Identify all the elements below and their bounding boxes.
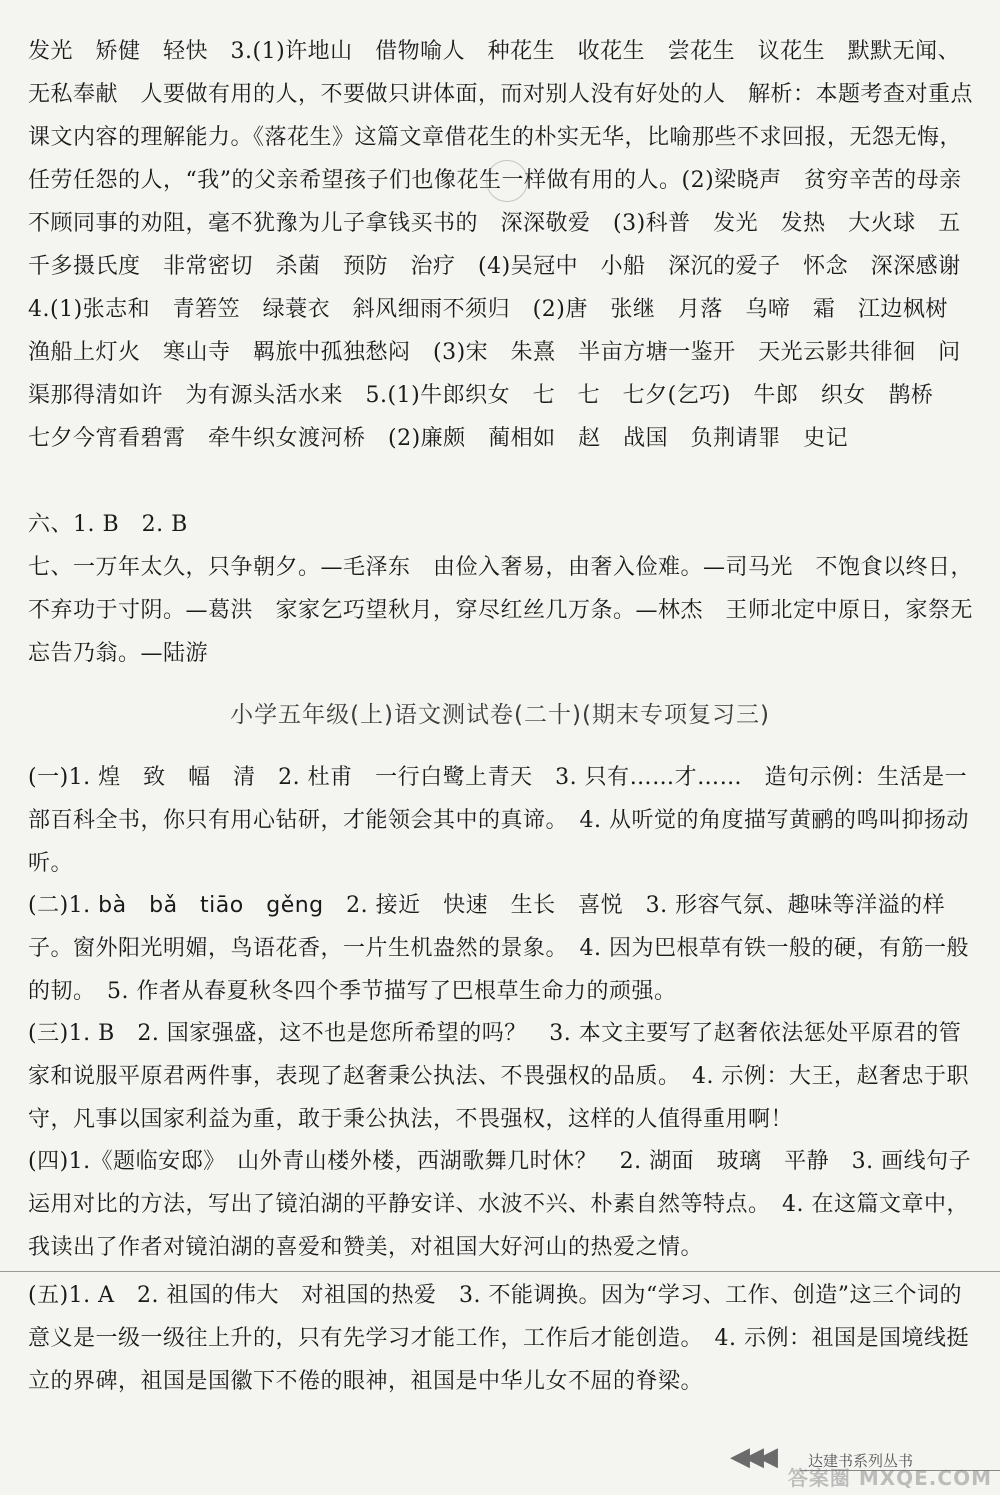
question-6-text: 六、1. B 2. B — [28, 512, 188, 537]
part-3-text: (三)1. B 2. 国家强盛，这不也是您所希望的吗？ 3. 本文主要写了赵奢依法惩处平原君的管家和说服平原君两件事，表现了赵奢秉公执法、不畏强权的品质。 4. 示例：大王，赵奢忠于职守，凡事以国家利益为重，敢于秉公执法，不畏强权，这样的人值得重用啊！ — [28, 1021, 969, 1132]
section-top-paragraph — [28, 30, 984, 460]
divider-line — [0, 1271, 1000, 1272]
section-top-text: 发光 矫健 轻快 3.(1)许地山 借物喻人 种花生 收花生 尝花生 议花生 默默无闻、无私奉献 人要做有用的人，不要做只讲体面，而对别人没有好处的人 解析：本题考查对重点课文内容的理解能力。《落花生》这篇文章借花生的朴实无华，比喻那些不求回报，无怨无悔，任劳任怨的人，“我”的父亲希望孩子们也像花生一样做有用的人。(2)梁晓声 贫穷辛苦的母亲不顾同事的劝阻，毫不犹豫为儿子拿钱买书的 深深敬爱 (3)科普 发光 发热 大火球 五千多摄氏度 非常密切 杀菌 预防 治疗 (4)吴冠中 小船 深沉的爱子 怀念 深深感谢 4.(1)张志和 青箬笠 绿蓑衣 斜风细雨不须归 (2)唐 张继 月落 乌啼 霜 江边枫树 渔船上灯火 寒山寺 羁旅中孤独愁闷 (3)宋 朱熹 半亩方塘一鉴开 天光云影共徘徊 问渠那得清如许 为有源头活水来 5.(1)牛郎织女 七 七 七夕(乞巧) 牛郎 织女 鹊桥 七夕今宵看碧霄 牵牛织女渡河桥 (2)廉颇 蔺相如 赵 战国 负荆请罪 史记 — [28, 39, 984, 451]
series-brand: 达建书系列丛书 — [808, 1452, 914, 1470]
question-7-text: 七、一万年太久，只争朝夕。—毛泽东 由俭入奢易，由奢入俭难。—司马光 不饱食以终日，不弃功于寸阴。—葛洪 家家乞巧望秋月，穿尽红丝几万条。—林杰 王师北定中原日，家祭无忘告乃翁。—陆游 — [28, 555, 974, 666]
question-6 — [28, 503, 973, 546]
part-2 — [28, 884, 973, 1013]
test-paper-title: 小学五年级(上)语文测试卷(二十)(期末专项复习三) — [230, 702, 770, 728]
watermark: 答案圈 MXQE.COM — [787, 1466, 992, 1490]
part-1-text: (一)1. 煌 致 幅 清 2. 杜甫 一行白鹭上青天 3. 只有……才…… 造句示例：生活是一部百科全书，你只有用心钻研，才能领会其中的真谛。 4. 从听觉的角度描写黄鹂的鸣叫抑扬动听。 — [28, 765, 969, 876]
part-3 — [28, 1012, 973, 1141]
question-7 — [28, 546, 973, 675]
part-5-text: (五)1. A 2. 祖国的伟大 对祖国的热爱 3. 不能调换。因为“学习、工作、创造”这三个词的意义是一级一级往上升的，只有先学习才能工作，工作后才能创造。 4. 示例：祖国是国境线挺立的界碑，祖国是国徽下不倦的眼神，祖国是中华儿女不屈的脊梁。 — [28, 1283, 969, 1394]
part-5 — [28, 1274, 973, 1403]
part-2-pinyin: bà bǎ tiāo gěng — [98, 893, 324, 918]
part-2-text: 2. 接近 快速 生长 喜悦 3. 形容气氛、趣味等洋溢的样子。窗外阳光明媚，鸟语花香，一片生机盎然的景象。 4. 因为巴根草有铁一般的硬，有筋一般的韧。 5. 作者从春夏秋冬四个季节描写了巴根草生命力的顽强。 — [28, 893, 969, 1004]
part-4-text: (四)1.《题临安邸》 山外青山楼外楼，西湖歌舞几时休？ 2. 湖面 玻璃 平静 3. 画线句子运用对比的方法，写出了镜泊湖的平静安详、水波不兴、朴素自然等特点。 4. 在这篇文章中，我读出了作者对镜泊湖的喜爱和赞美，对祖国大好河山的热爱之情。 — [28, 1149, 972, 1260]
part-2-prefix: (二)1. — [28, 893, 99, 918]
arrow-icon: ◀◀◀ — [730, 1442, 772, 1472]
faint-stamp — [486, 160, 528, 202]
part-1 — [28, 756, 973, 885]
part-4 — [28, 1140, 973, 1269]
